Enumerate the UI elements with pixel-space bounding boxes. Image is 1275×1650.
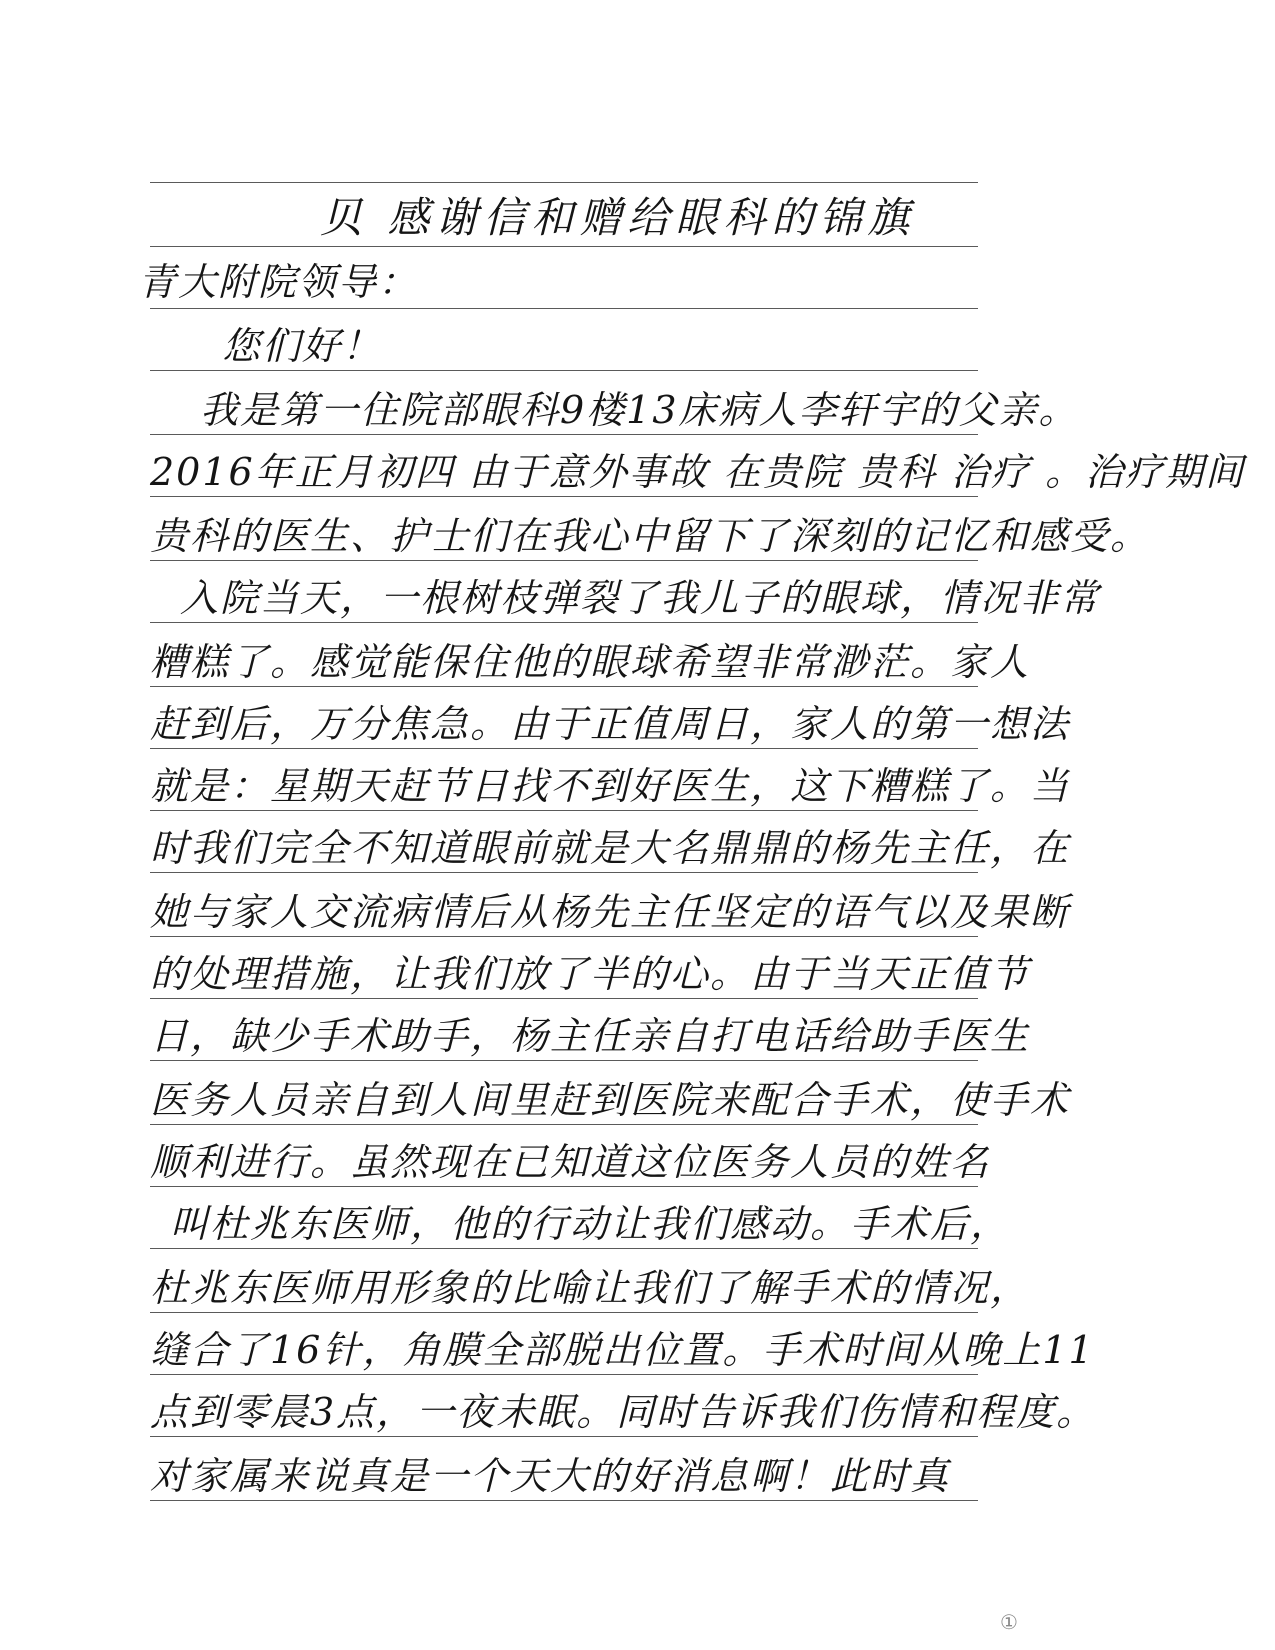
- letter-line: 的处理措施，让我们放了半的心。由于当天正值节: [150, 952, 1031, 996]
- letter-line: 赶到后，万分焦急。由于正值周日，家人的第一想法: [150, 702, 1071, 746]
- ruled-line: [150, 1500, 978, 1501]
- letter-line: 糟糕了。感觉能保住他的眼球希望非常渺茫。家人: [150, 640, 1031, 684]
- ruled-line: [150, 1374, 978, 1375]
- ruled-line: [150, 686, 978, 687]
- letter-line: 叫杜兆东医师，他的行动让我们感动。手术后，: [170, 1202, 1011, 1246]
- ruled-line: [150, 998, 978, 999]
- ruled-line: [150, 370, 978, 371]
- ruled-line: [150, 434, 978, 435]
- ruled-line: [150, 810, 978, 811]
- ruled-line: [150, 872, 978, 873]
- letter-line: 杜兆东医师用形象的比喻让我们了解手术的情况，: [150, 1266, 1031, 1310]
- page-number: ①: [1000, 1610, 1018, 1634]
- letter-line: 缝合了16针，角膜全部脱出位置。手术时间从晚上11: [150, 1328, 1095, 1372]
- letter-line: 顺利进行。虽然现在已知道这位医务人员的姓名: [150, 1140, 991, 1184]
- ruled-line: [150, 496, 978, 497]
- letter-line: 时我们完全不知道眼前就是大名鼎鼎的杨先主任，在: [150, 826, 1071, 870]
- letter-line: 2016年正月初四 由于意外事故 在贵院 贵科 治疗 。治疗期间: [150, 450, 1246, 494]
- ruled-line: [150, 1436, 978, 1437]
- letter-line: 医务人员亲自到人间里赶到医院来配合手术，使手术: [150, 1078, 1071, 1122]
- ruled-line: [150, 1124, 978, 1125]
- letter-line: 贵科的医生、护士们在我心中留下了深刻的记忆和感受。: [150, 514, 1151, 558]
- ruled-line: [150, 1248, 978, 1249]
- ruled-line: [150, 308, 978, 309]
- letter-line: 点到零晨3点，一夜未眠。同时告诉我们伤情和程度。: [150, 1390, 1097, 1434]
- ruled-line: [150, 936, 978, 937]
- ruled-line: [150, 748, 978, 749]
- ruled-line: [150, 1060, 978, 1061]
- letter-line: 对家属来说真是一个天大的好消息啊！此时真: [150, 1454, 951, 1498]
- letter-title: 贝 感谢信和赠给眼科的锦旗: [320, 193, 916, 242]
- ruled-line: [150, 622, 978, 623]
- ruled-line: [150, 182, 978, 183]
- ruled-line: [150, 560, 978, 561]
- letter-line: 就是：星期天赶节日找不到好医生，这下糟糕了。当: [150, 764, 1071, 808]
- ruled-line: [150, 246, 978, 247]
- letter-line: 她与家人交流病情后从杨先主任坚定的语气以及果断: [150, 890, 1071, 934]
- letter-greeting: 您们好！: [222, 324, 383, 368]
- ruled-line: [150, 1186, 978, 1187]
- letter-salutation: 青大附院领导：: [138, 260, 419, 304]
- ruled-line: [150, 1312, 978, 1313]
- letter-line: 我是第一住院部眼科9楼13床病人李轩宇的父亲。: [200, 388, 1079, 432]
- letter-line: 日，缺少手术助手，杨主任亲自打电话给助手医生: [150, 1014, 1031, 1058]
- letter-line: 入院当天，一根树枝弹裂了我儿子的眼球，情况非常: [180, 576, 1101, 620]
